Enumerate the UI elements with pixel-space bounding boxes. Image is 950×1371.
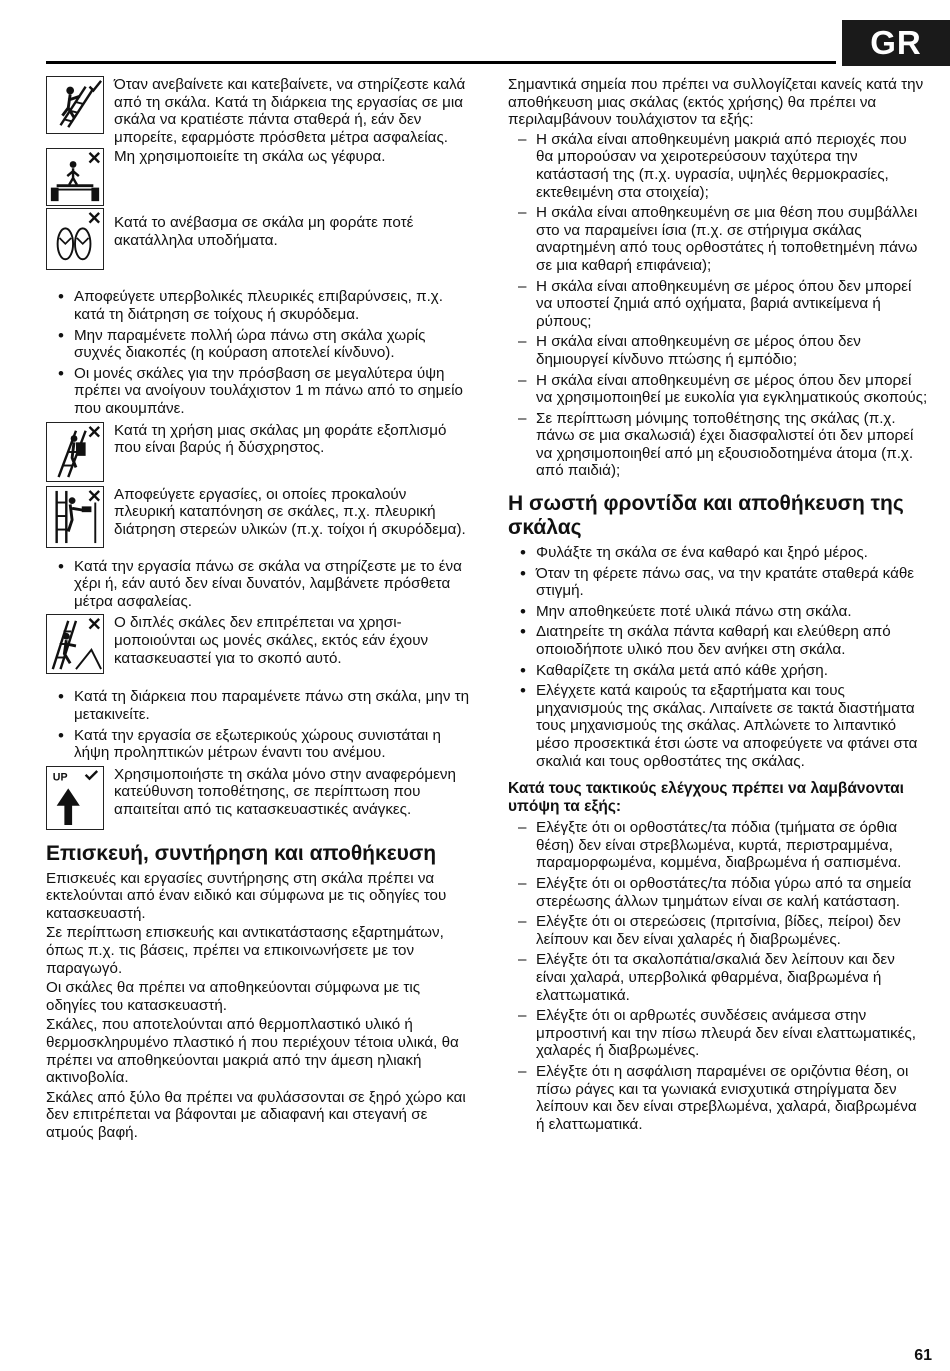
bullet-list [46,688,471,761]
icon-item-text: Κατά το ανέβασμα σε σκάλα μη φοράτε ποτέ ακατάλληλα υποδήματα. [114,214,414,249]
list-item: • Μην αποθηκεύετε ποτέ υλικά πάνω στη σκάλα. [508,603,928,621]
list-item: – Η σκάλα είναι αποθηκευμένη σε μια θέση που συμβάλλει στο να παραμείνει ίσια (π.χ. σε στήριγμα σκάλας αναρτημένη από τους ορθοστάτες ή τοποθετημένη πάνω σε μια καθαρή επιφάνεια); [508,204,928,274]
section-title: Επισκευή, συντήρηση και αποθήκευση [46,841,437,865]
icon-item [46,486,471,548]
care-list [508,544,928,770]
icon-item [46,76,471,146]
list-item: – Σε περίπτωση μόνιμης τοποθέτησης της σκάλας (π.χ. πάνω σε μια σκαλωσιά) έχει διασφαλιστεί ότι δεν μπορεί να χρησιμοποιηθεί από μη εξουσιοδοτημένα άτομα (π.χ. από παιδιά); [508,410,928,480]
storage-intro: Σημαντικά σημεία που πρέπει να συλλογίζεται κανείς κατά την αποθήκευση μιας σκάλας (εκτός χρήσης) θα πρέπει να περιλαμβάνουν τουλάχιστον τα εξής: [508,76,924,129]
section-title: Η σωστή φροντίδα και αποθήκευση της σκάλας [508,492,904,540]
storage-list [508,131,928,480]
icon-item [46,614,471,674]
language-tab: GR [842,20,950,66]
list-item: • Κατά την εργασία πάνω σε σκάλα να στηρίζεστε με το ένα χέρι ή, εάν αυτό δεν είναι δυνατόν, λαμβάνετε πρόσθετα μέτρα ασφαλείας. [46,558,471,611]
subsection-title: Κατά τους τακτικούς ελέγχους πρέπει να λαμβάνονται υπόψη τα εξής: [508,780,904,816]
list-item: • Ελέγχετε κατά καιρούς τα εξαρτήματα και τους μηχανισμούς της σκάλας. Λιπαίνετε σε τακτά διαστήματα τους μηχανισμούς της σκάλας. Απλώνετε το λιπαντικό μέσο προσεκτικά έτσι ώστε να αποφεύγετε να φτάνει στα σκαλιά και τους ορθοστάτες της σκάλας. [508,682,928,770]
icon-item [46,766,471,830]
list-item: • Μην παραμένετε πολλή ώρα πάνω στη σκάλα χωρίς συχνές διακοπές (η κούραση αποτελεί κίνδυνο). [46,327,471,362]
list-item: – Ελέγξτε ότι οι ορθοστάτες/τα πόδια γύρω από τα σημεία στερέωσης άλλων τμημάτων είναι σε καλή κατάσταση. [508,875,928,910]
heavy-equipment-prohibited-icon [46,422,104,482]
list-item: • Όταν τη φέρετε πάνω σας, να την κρατάτε σταθερά κάθε στιγμή. [508,565,928,600]
list-item: • Διατηρείτε τη σκάλα πάντα καθαρή και ελεύθερη από οποιοδήποτε υλικό που δεν ανήκει στη σκάλα. [508,623,928,658]
icon-item [46,148,471,206]
left-column [46,76,471,1144]
paragraph: Σκάλες από ξύλο θα πρέπει να φυλάσσονται σε ξηρό χώρο και δεν επιτρέπεται να βάφονται με αδιαφανή και στεγανή σε ατμούς βαφή. [46,1088,466,1141]
side-load-prohibited-icon [46,486,104,548]
bridge-prohibited-icon [46,148,104,206]
double-ladder-prohibited-icon [46,614,104,674]
list-item: • Καθαρίζετε τη σκάλα μετά από κάθε χρήση. [508,662,928,680]
paragraph: Οι σκάλες θα πρέπει να αποθηκεύονται σύμφωνα με τις οδηγίες του κατασκευαστή. [46,979,421,1014]
page-number: 61 [914,1347,932,1365]
list-item: • Κατά την εργασία σε εξωτερικούς χώρους συνιστάται η λήψη προληπτικών μέτρων έναντι του ανέμου. [46,727,471,762]
list-item: • Αποφεύγετε υπερβολικές πλευρικές επιβαρύνσεις, π.χ. κατά τη διάτρηση σε τοίχους ή σκυρόδεμα. [46,288,471,323]
up-label: UP [52,771,68,784]
icon-item-text: Κατά τη χρήση μιας σκάλας μη φοράτε εξοπλισμό που είναι βαρύς ή δύσχρηστος. [114,421,447,457]
up-arrow-icon [46,766,104,830]
icon-item [46,208,471,270]
list-item: – Η σκάλα είναι αποθηκευμένη σε μέρος όπου δεν μπορεί να υποστεί ζημιά από οχήματα, βαριά αντικείμενα ή ρύπους; [508,278,928,331]
icon-item [46,422,471,482]
list-item: • Οι μονές σκάλες για την πρόσβαση σε μεγαλύτερα ύψη πρέπει να ανοίγουν τουλάχιστον 1 m πάνω από το σημείο που ακουμπάνε. [46,365,471,418]
bullet-list [46,288,471,417]
paragraph: Σκάλες, που αποτελούνται από θερμοπλαστικό υλικό ή θερμοσκληρυμένο πλαστικό ή που περιέχουν τέτοια υλικά, θα πρέπει να αποθηκεύονται μακριά από την άμεση ηλιακή ακτινοβολία. [46,1016,459,1087]
list-item: – Ελέγξτε ότι οι ορθοστάτες/τα πόδια (τμήματα σε όρθια θέση) δεν είναι στρεβλωμένα, κυρτά, περιστραμμένα, παραμορφωμένα, κομμένα, διαβρωμένα ή σαπισμένα. [508,819,928,872]
icon-item-text: Χρησιμοποιήστε τη σκάλα μόνο στην αναφερόμενη κατεύθυνση τοποθέτησης, σε περίπτωση που απαιτείται από τις κατασκευαστικές ανάγκες. [114,765,456,818]
list-item: – Ελέγξτε ότι οι αρθρωτές συνδέσεις ανάμεσα στην μπροστινή και την πίσω πλευρά δεν είναι ελαττωματικές, χαλαρές ή διαβρωμένες. [508,1007,928,1060]
list-item: – Η σκάλα είναι αποθηκευμένη σε μέρος όπου δεν δημιουργεί κίνδυνο πτώσης ή εμπόδιο; [508,333,928,368]
sandals-prohibited-icon [46,208,104,270]
climbing-hold-icon [46,76,104,134]
icon-item-text: Μη χρησιμοποιείτε τη σκάλα ως γέφυρα. [114,148,386,166]
list-item: • Κατά τη διάρκεια που παραμένετε πάνω στη σκάλα, μην τη μετακινείτε. [46,688,471,723]
list-item: – Ελέγξτε ότι η ασφάλιση παραμένει σε οριζόντια θέση, οι πίσω ράγες και τα γωνιακά ενισχυτικά στηρίγματα δεν λείπουν και δεν είναι στρεβλωμένα, χαλαρά, διαβρωμένα ή ελαττωματικά. [508,1063,928,1133]
paragraph: Επισκευές και εργασίες συντήρησης στη σκάλα πρέπει να εκτελούνται από έναν ειδικό και σύμφωνα με τις οδηγίες του κατασκευαστή. [46,869,447,922]
list-item: – Η σκάλα είναι αποθηκευμένη μακριά από περιοχές που θα μπορούσαν να χειροτερεύσουν ταχύτερα την κατάστασή της (π.χ. υγρασία, υψηλές θερμοκρασίες, εκτεθειμένη στα στοιχεία); [508,131,928,201]
icon-item-text: Αποφεύγετε εργασίες, οι οποίες προκαλούν πλευρική καταπόνηση σε σκάλες, π.χ. πλευρική διάτρηση στερεών υλικών (π.χ. τοίχοι ή σκυρόδεμα). [114,485,466,538]
list-item: • Φυλάξτε τη σκάλα σε ένα καθαρό και ξηρό μέρος. [508,544,928,562]
list-item: – Ελέγξτε ότι τα σκαλοπάτια/σκαλιά δεν λείπουν και δεν είναι χαλαρά, υπερβολικά φθαρμένα, διαβρωμένα ή ελαττωματικά. [508,951,928,1004]
header-rule [46,61,836,64]
check-list [508,819,928,1133]
right-column [508,76,928,1136]
bullet-list [46,558,471,611]
paragraph: Σε περίπτωση επισκευής και αντικατάστασης εξαρτημάτων, όπως π.χ. τις βάσεις, πρέπει να επικοινωνήσετε με τον παραγωγό. [46,924,444,977]
icon-item-text: Όταν ανεβαίνετε και κατεβαίνετε, να στηρίζεστε καλά από τη σκάλα. Κατά τη διάρκεια της εργασίας σε μια σκάλα να κρατιέστε πάντα σταθερά ή, εάν δεν μπορείτε, εφαρμόστε πρόσθετα μέτρα ασφαλείας. [114,76,466,146]
list-item: – Η σκάλα είναι αποθηκευμένη σε μέρος όπου δεν μπορεί να χρησιμοποιηθεί με ευκολία για εγκληματικούς σκοπούς; [508,372,928,407]
list-item: – Ελέγξτε ότι οι στερεώσεις (πριτσίνια, βίδες, πείροι) δεν λείπουν και δεν είναι χαλαρές ή διαβρωμένες. [508,913,928,948]
icon-item-text: Ο διπλές σκάλες δεν επιτρέπεται να χρησιμοποιούνται ως μονές σκάλες, εκτός εάν έχουν κατασκευαστεί για το σκοπό αυτό. [114,614,429,667]
